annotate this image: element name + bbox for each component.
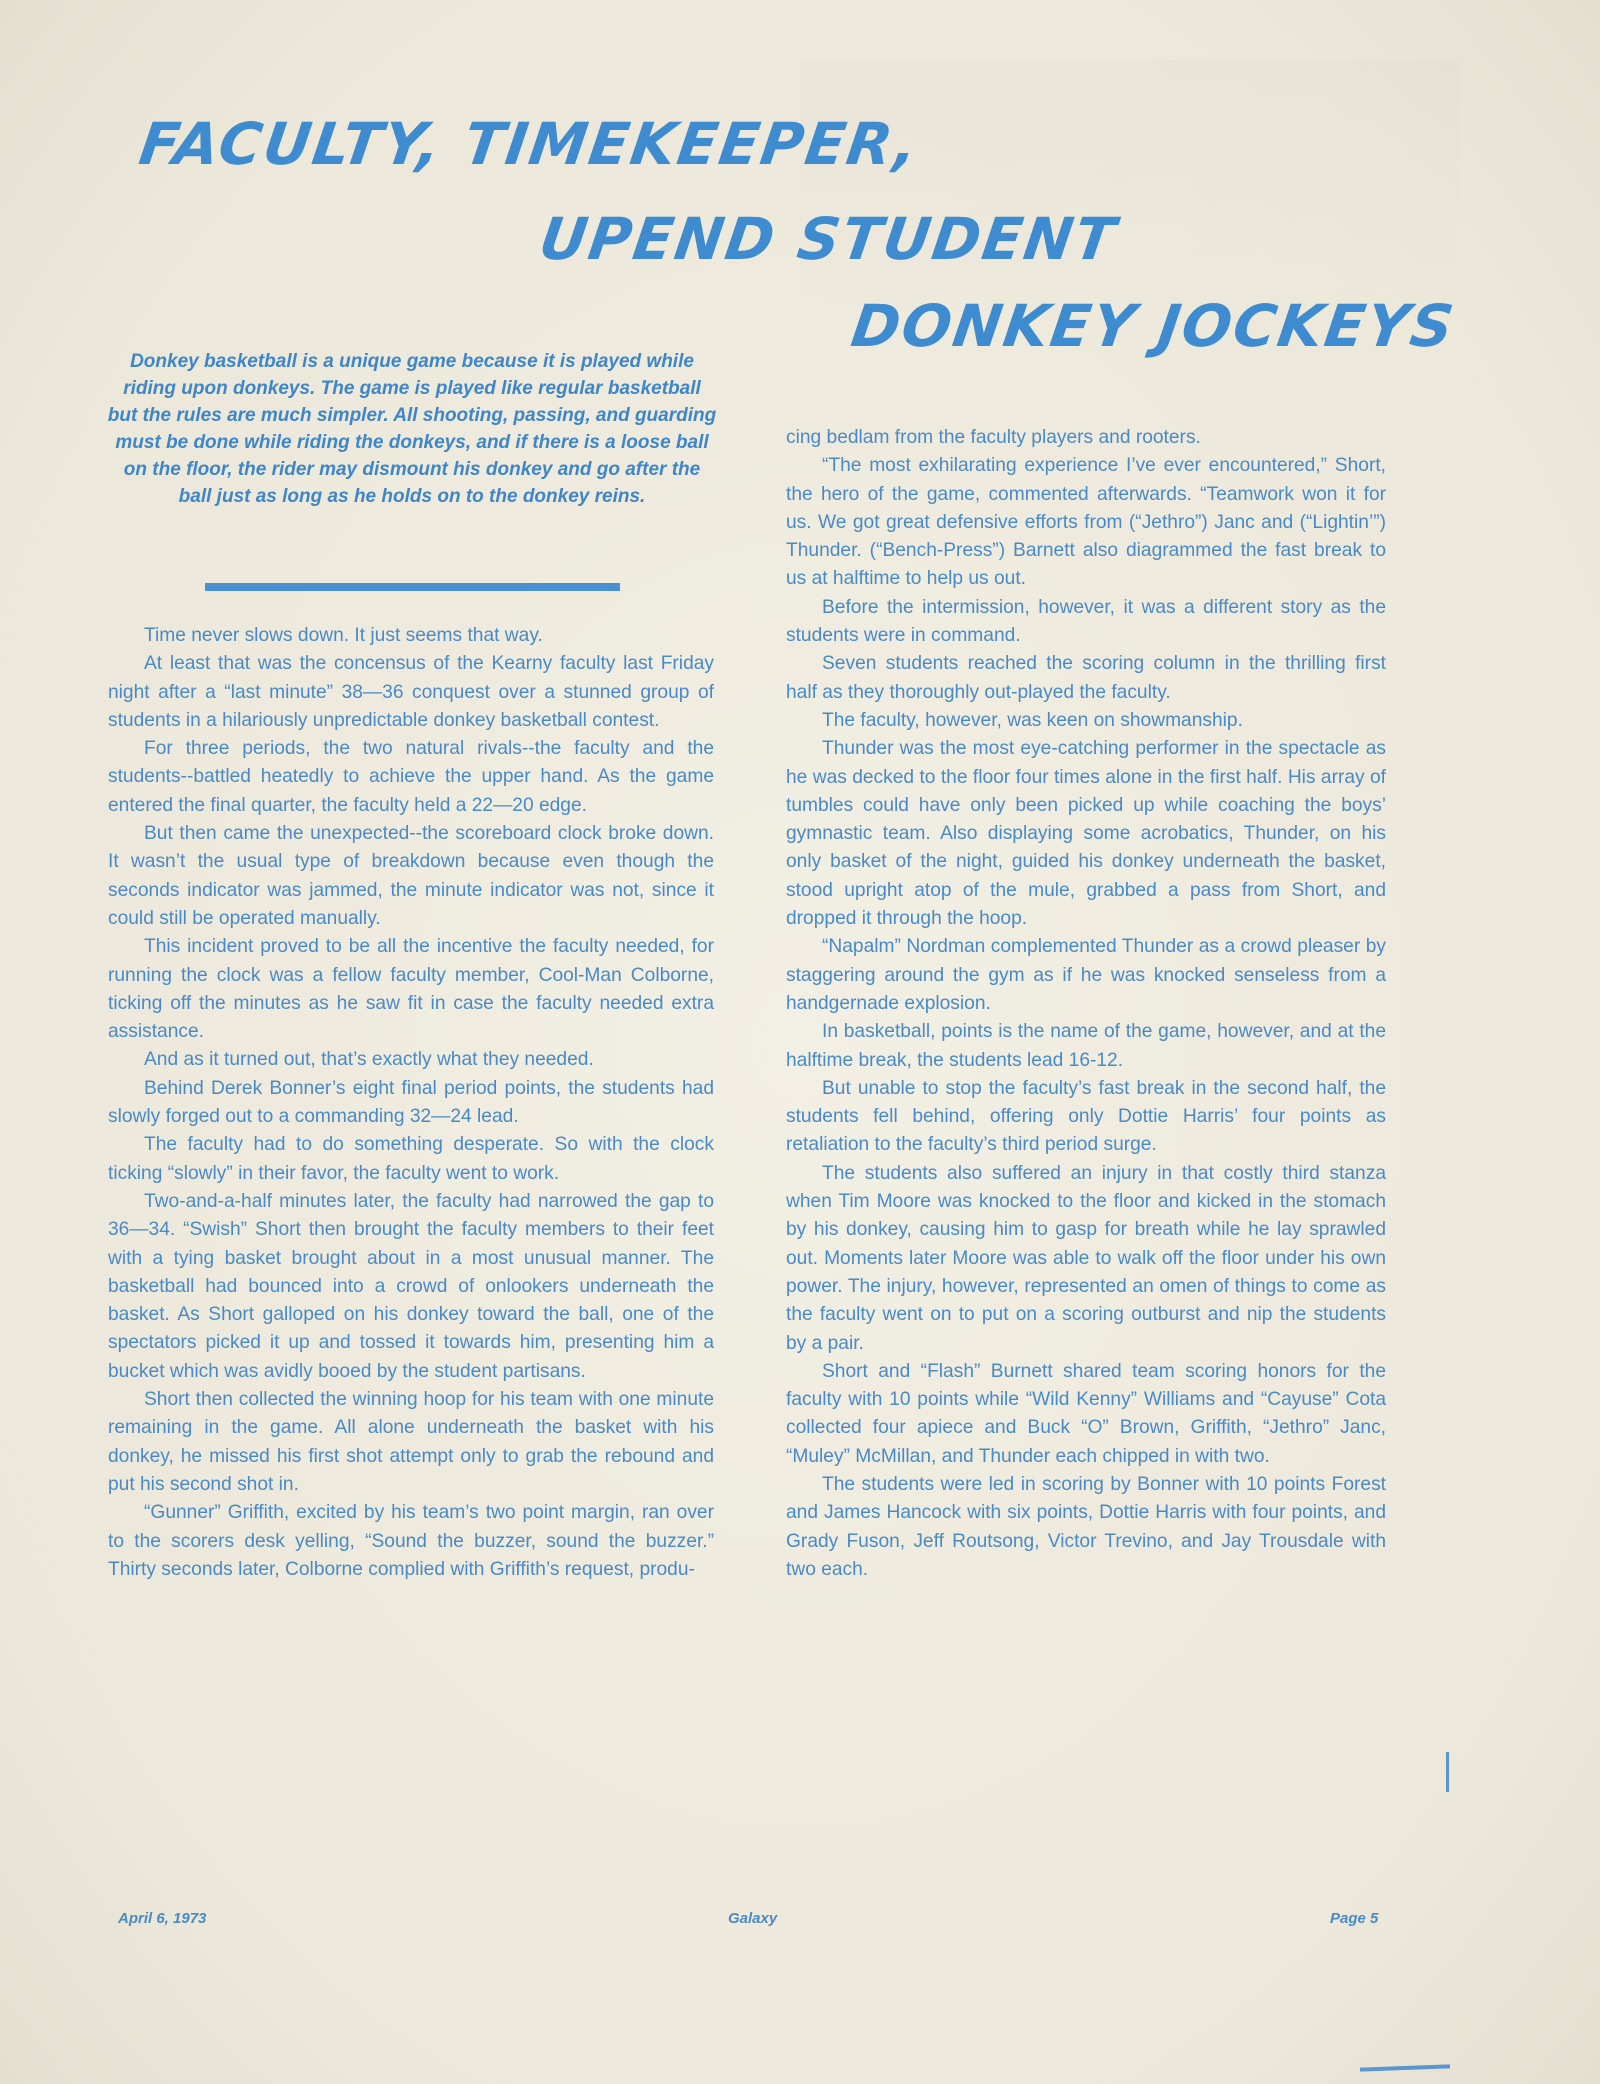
paragraph: Short then collected the winning hoop for his team with one minute remaining in the game. All alone underneath the basket with his donkey, he missed his first shot attempt only to grab the rebound and put his second shot in. xyxy=(108,1389,714,1495)
paragraph: But unable to stop the faculty’s fast break in the second half, the students fell behind, offering only Dottie Harris’ four points as retaliation to the faculty’s third period surge. xyxy=(786,1077,1386,1156)
paragraph: For three periods, the two natural rivals--the faculty and the students--battled heatedly to achieve the upper hand. As the game entered the final quarter, the faculty held a 22—20 edge. xyxy=(108,738,714,816)
paragraph: In basketball, points is the name of the game, however, and at the halftime break, the students lead 16-12. xyxy=(786,1021,1386,1071)
paragraph: The students were led in scoring by Bonner with 10 points Forest and James Hancock with six points, Dottie Harris with four points, and Grady Fuson, Jeff Routsong, Victor Trevino, and Jay Trousdale with two each. xyxy=(786,1473,1386,1580)
paragraph: At least that was the concensus of the Kearny faculty last Friday night after a “last minute” 38—36 conquest over a stunned group of students in a hilariously unpredictable donkey basketball contest. xyxy=(108,653,714,731)
margin-mark xyxy=(1446,1752,1449,1792)
paragraph: And as it turned out, that’s exactly what they needed. xyxy=(144,1049,594,1071)
paragraph: The students also suffered an injury in that costly third stanza when Tim Moore was knocked to the floor and kicked in the stomach by his donkey, causing him to gasp for breath while he lay sprawled out. Moments later Moore was able to walk off the floor under his own power. The injury, however, represented an omen of things to come as the faculty went on to put on a scoring outburst and nip the students by a pair. xyxy=(786,1162,1386,1354)
divider-rule xyxy=(205,583,620,591)
article-column-right xyxy=(786,424,1386,1584)
paragraph: Short and “Flash” Burnett shared team scoring honors for the faculty with 10 points while “Wild Kenny” Williams and “Cayuse” Cota collected four apiece and Buck “O” Brown, Griffith, “Jethro” Janc, “Muley” McMillan, and Thunder each chipped in with two. xyxy=(786,1360,1386,1467)
footer-publication: Galaxy xyxy=(728,1910,778,1927)
paragraph: Thunder was the most eye-catching performer in the spectacle as he was decked to the floor four times alone in the first half. His array of tumbles could have only been picked up while coaching the boys’ gymnastic team. Also displaying some acrobatics, Thunder, on his only basket of the night, guided his donkey underneath the basket, stood upright atop of the mule, grabbed a pass from Short, and dropped it through the hoop. xyxy=(786,738,1386,930)
paragraph: Two-and-a-half minutes later, the faculty had narrowed the gap to 36—34. “Swish” Short then brought the faculty members to their feet with a tying basket brought about in a most unusual manner. The basketball had bounced into a crowd of onlookers underneath the basket. As Short galloped on his donkey toward the ball, one of the spectators picked it up and tossed it towards him, presenting him a bucket which was avidly booed by the student partisans. xyxy=(108,1190,714,1382)
headline-line-2: UPEND STUDENT xyxy=(535,205,1122,273)
paragraph: This incident proved to be all the incentive the faculty needed, for running the clock was a fellow faculty member, Cool-Man Colborne, ticking off the minutes as he saw fit in case the faculty needed extra assistance. xyxy=(108,936,714,1043)
headline-line-3: DONKEY JOCKEYS xyxy=(847,292,1460,360)
paragraph: But then came the unexpected--the scoreboard clock broke down. It wasn’t the usual type of breakdown because even though the seconds indicator was jammed, the minute indicator was not, since it could still be operated manually. xyxy=(108,823,714,929)
paragraph: “The most exhilarating experience I’ve ever encountered,” Short, the hero of the game, commented afterwards. “Teamwork won it for us. We got great defensive efforts from (“Jethro”) Janc and (“Lightin’”) Thunder. (“Bench-Press”) Barnett also diagrammed the fast break to us at halftime to help us out. xyxy=(786,455,1386,590)
headline-line-1: FACULTY, TIMEKEEPER, xyxy=(135,110,924,178)
footer-page-number: Page 5 xyxy=(1330,1910,1379,1927)
paragraph: The faculty had to do something desperate. So with the clock ticking “slowly” in their favor, the faculty went to work. xyxy=(108,1134,714,1184)
article-column-left xyxy=(108,622,714,1584)
paragraph: Time never slows down. It just seems that way. xyxy=(144,625,543,646)
paragraph: Before the intermission, however, it was a different story as the students were in command. xyxy=(786,596,1386,647)
paragraph: “Gunner” Griffith, excited by his team’s two point margin, ran over to the scorers desk yelling, “Sound the buzzer, sound the buzzer.” Thirty seconds later, Colborne complied with Griffith’s request, produ- xyxy=(108,1502,714,1580)
paragraph: “Napalm” Nordman complemented Thunder as a crowd pleaser by staggering around the gym as if he was knocked senseless from a handgernade explosion. xyxy=(786,936,1386,1014)
footer-date: April 6, 1973 xyxy=(118,1910,207,1927)
paragraph: Behind Derek Bonner’s eight final period points, the students had slowly forged out to a commanding 32—24 lead. xyxy=(108,1077,714,1128)
paragraph: The faculty, however, was keen on showmanship. xyxy=(822,709,1243,731)
paragraph: cing bedlam from the faculty players and rooters. xyxy=(786,427,1201,448)
paragraph: Seven students reached the scoring column in the thrilling first half as they thoroughly out-played the faculty. xyxy=(786,653,1386,703)
intro-paragraph: Donkey basketball is a unique game because it is played while riding upon donkeys. The game is played like regular basketball but the rules are much simpler. All shooting, passing, and guarding must be done while riding the donkeys, and if there is a loose ball on the floor, the rider may dismount his donkey and go after the ball just as long as he holds on to the donkey reins. xyxy=(107,351,717,507)
show-through-shadow xyxy=(800,60,1460,320)
